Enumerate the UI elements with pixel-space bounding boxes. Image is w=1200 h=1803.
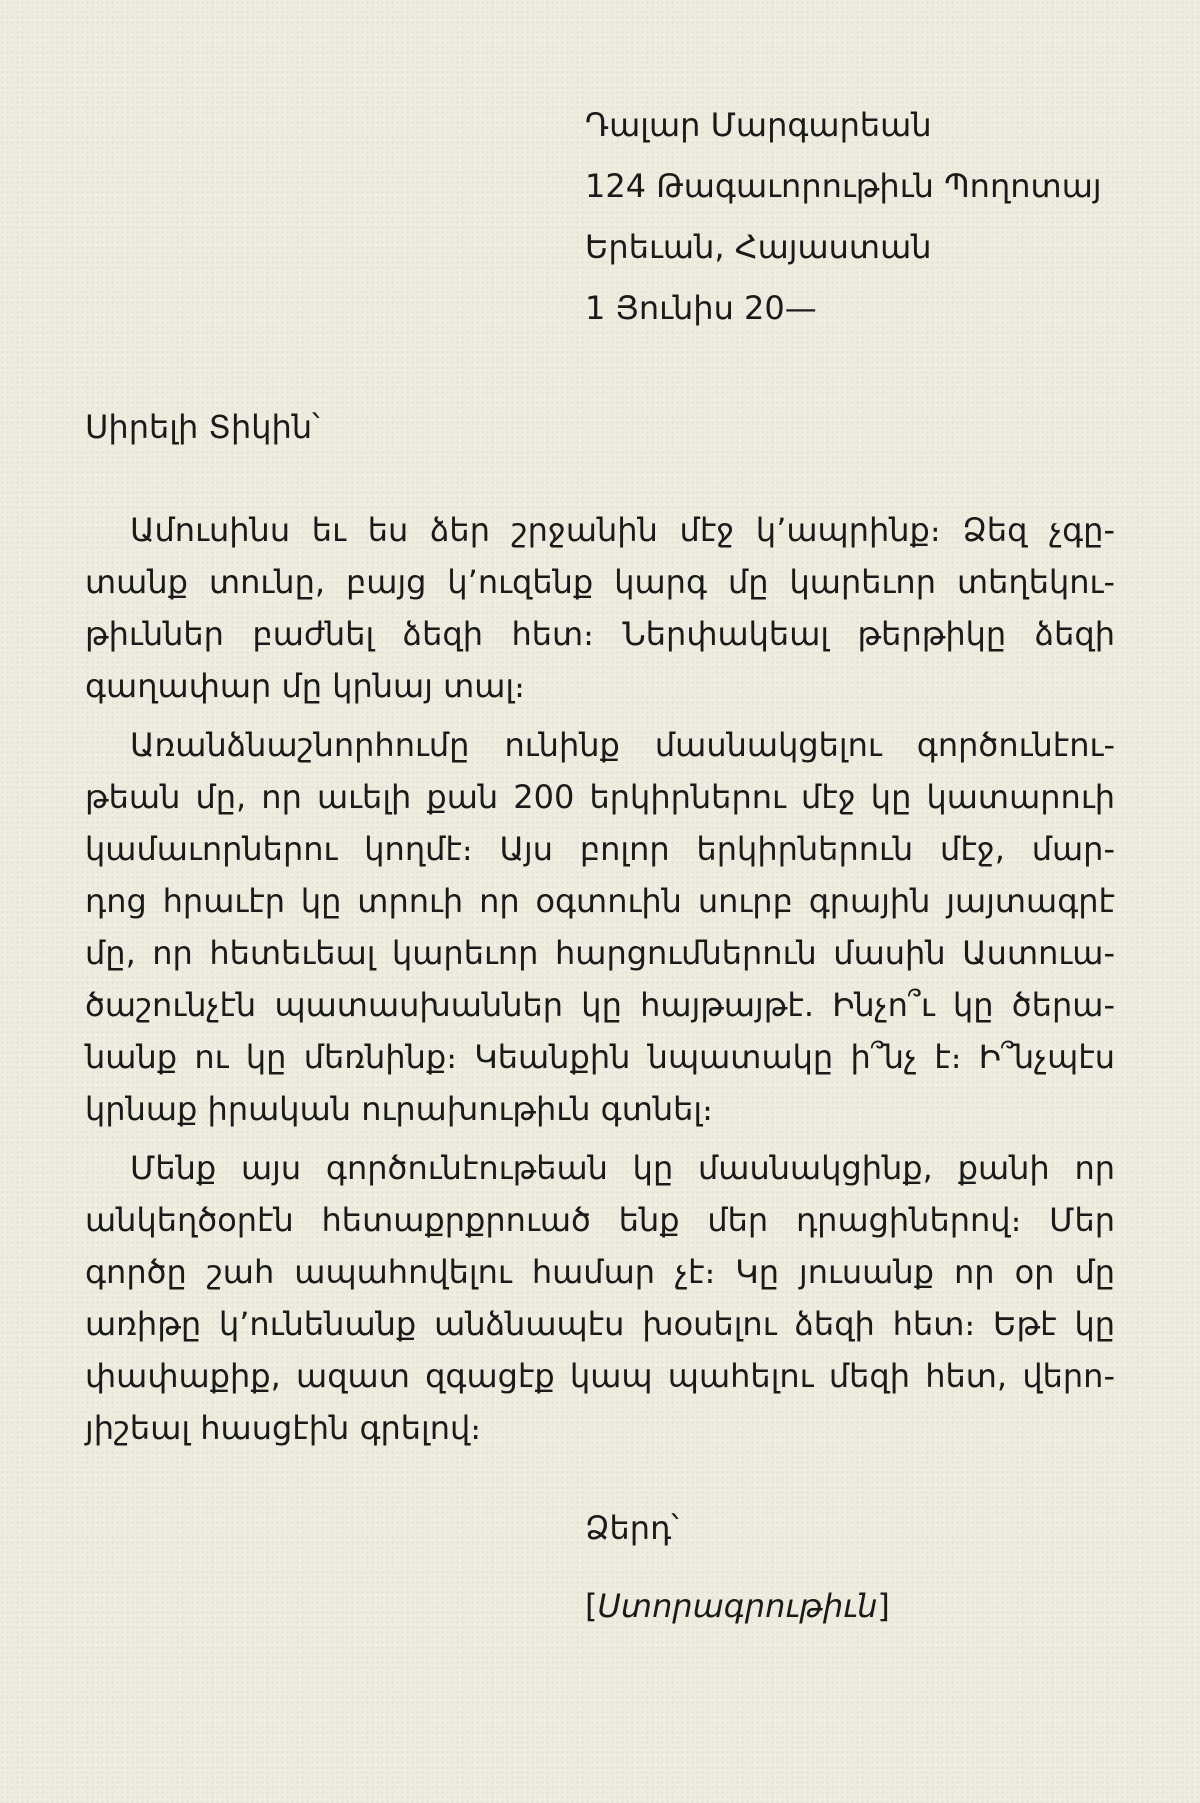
- body-line: կրնաք իրական ուրախութիւն գտնել։: [85, 1090, 713, 1128]
- closing: Ձերդ՝: [585, 1509, 679, 1547]
- body-line: անկեղծօրէն հետաքրքրուած ենք մեր դրացիներով։ Մեր: [85, 1201, 1115, 1239]
- paragraph-3: [85, 1142, 1115, 1454]
- letter-date: 1 Յունիս 20—: [585, 289, 817, 327]
- letter-page: [85, 0, 1115, 1803]
- body-line: գործը շահ ապահովելու համար չէ։ Կը յուսանք որ օր մը: [85, 1253, 1115, 1291]
- body-line: ծաշունչէն պատասխաններ կը հայթայթէ. Ինչո՞ւ կը ծերա-: [85, 986, 1115, 1024]
- letter-body: [85, 504, 1115, 1461]
- body-line: թիւններ բաժնել ձեզի հետ։ Ներփակեալ թերթիկը ձեզի: [85, 615, 1115, 653]
- body-line: Ամուսինս եւ ես ձեր շրջանին մէջ կ’ապրինք։ Ձեզ չգը-: [130, 511, 1115, 549]
- body-line: յիշեալ հասցէին գրելով։: [85, 1409, 482, 1447]
- salutation: Սիրելի Տիկին՝: [85, 408, 320, 446]
- body-line: Առանձնաշնորհումը ունինք մասնակցելու գործունէու-: [130, 726, 1115, 764]
- signature-open-bracket: [: [585, 1587, 598, 1625]
- signature-label: Ստորագրութիւն: [597, 1587, 878, 1625]
- signature-close-bracket: ]: [877, 1587, 890, 1625]
- sender-city: Երեւան, Հայաստան: [585, 228, 932, 266]
- sender-address-block: [585, 95, 1102, 339]
- body-line: կամաւորներու կողմէ։ Այս բոլոր երկիրներուն մէջ, մար-: [85, 830, 1115, 868]
- body-line: Մենք այս գործունէութեան կը մասնակցինք, քանի որ: [130, 1149, 1115, 1187]
- paragraph-2: [85, 719, 1115, 1135]
- body-line: թեան մը, որ աւելի քան 200 երկիրներու մէջ կը կատարուի: [85, 778, 1115, 816]
- body-line: փափաքիք, ազատ զգացէք կապ պահելու մեզի հետ, վերո-: [85, 1357, 1115, 1395]
- body-line: դոց հրաւէր կը տրուի որ օգտուին սուրբ գրային յայտագրէ: [85, 882, 1115, 920]
- paragraph-1: [85, 504, 1115, 712]
- sender-street: 124 Թագաւորութիւն Պողոտայ: [585, 167, 1102, 205]
- body-line: տանք տունը, բայց կ’ուզենք կարգ մը կարեւոր տեղեկու-: [85, 563, 1115, 601]
- body-line: մը, որ հետեւեալ կարեւոր հարցումներուն մասին Աստուա-: [85, 934, 1115, 972]
- sender-name: Դալար Մարգարեան: [585, 106, 932, 144]
- signature-placeholder: [585, 1576, 890, 1637]
- body-line: առիթը կ’ունենանք անձնապէս խօսելու ձեզի հետ։ Եթէ կը: [85, 1305, 1115, 1343]
- body-line: նանք ու կը մեռնինք։ Կեանքին նպատակը ի՞նչ է։ Ի՞նչպէս: [85, 1038, 1115, 1076]
- body-line: գաղափար մը կրնայ տալ։: [85, 667, 525, 705]
